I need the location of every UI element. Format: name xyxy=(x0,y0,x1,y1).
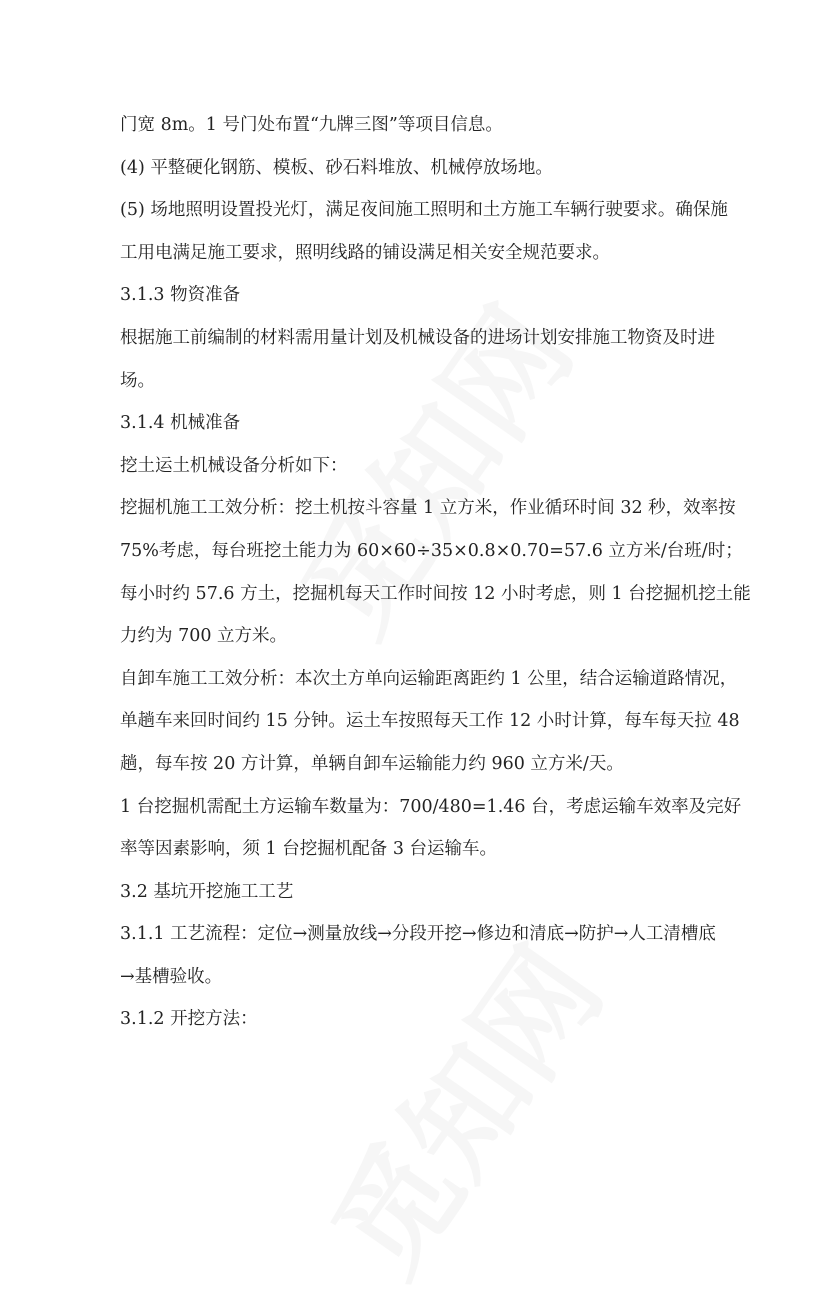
text-line: 力约为 700 立方米。 xyxy=(120,626,288,647)
text-line: 单趟车来回时间约 15 分钟。运土车按照每天工作 12 小时计算，每车每天拉 48 xyxy=(120,711,740,732)
text-line: 挖掘机施工工效分析：挖土机按斗容量 1 立方米，作业循环时间 32 秒，效率按 xyxy=(120,498,736,519)
text-line: 趟，每车按 20 方计算，单辆自卸车运输能力约 960 立方米/天。 xyxy=(120,753,624,774)
text-line: 3.1.3 物资准备 xyxy=(120,285,241,306)
text-line: (5) 场地照明设置投光灯，满足夜间施工照明和土方施工车辆行驶要求。确保施 xyxy=(120,200,728,221)
document-body xyxy=(120,109,751,1046)
text-line: 根据施工前编制的材料需用量计划及机械设备的进场计划安排施工物资及时进 xyxy=(120,327,715,348)
text-line: (4) 平整硬化钢筋、模板、砂石料堆放、机械停放场地。 xyxy=(120,157,553,178)
text-line: 场。 xyxy=(120,370,155,391)
text-line: 工用电满足施工要求，照明线路的铺设满足相关安全规范要求。 xyxy=(120,242,610,263)
text-line: 3.1.1 工艺流程：定位→测量放线→分段开挖→修边和清底→防护→人工清槽底 xyxy=(120,924,716,945)
text-line: 自卸车施工工效分析：本次土方单向运输距离距约 1 公里，结合运输道路情况， xyxy=(120,668,738,689)
text-line: 75%考虑，每台班挖土能力为 60×60÷35×0.8×0.70=57.6 立方米/台班/时； xyxy=(120,540,743,561)
text-line: 3.1.4 机械准备 xyxy=(120,413,241,434)
text-line: 3.2 基坑开挖施工工艺 xyxy=(120,881,294,902)
text-line: →基槽验收。 xyxy=(120,966,223,987)
text-line: 门宽 8m。1 号门处布置“九牌三图”等项目信息。 xyxy=(120,115,503,135)
text-line: 1 台挖掘机需配土方运输车数量为：700/480=1.46 台，考虑运输车效率及完好 xyxy=(120,796,742,817)
text-line: 率等因素影响，须 1 台挖掘机配备 3 台运输车。 xyxy=(120,839,498,860)
text-line: 每小时约 57.6 方土，挖掘机每天工作时间按 12 小时考虑，则 1 台挖掘机挖土能 xyxy=(120,583,751,604)
text-line: 挖土运土机械设备分析如下： xyxy=(120,455,348,476)
text-line: 3.1.2 开挖方法： xyxy=(120,1009,258,1030)
